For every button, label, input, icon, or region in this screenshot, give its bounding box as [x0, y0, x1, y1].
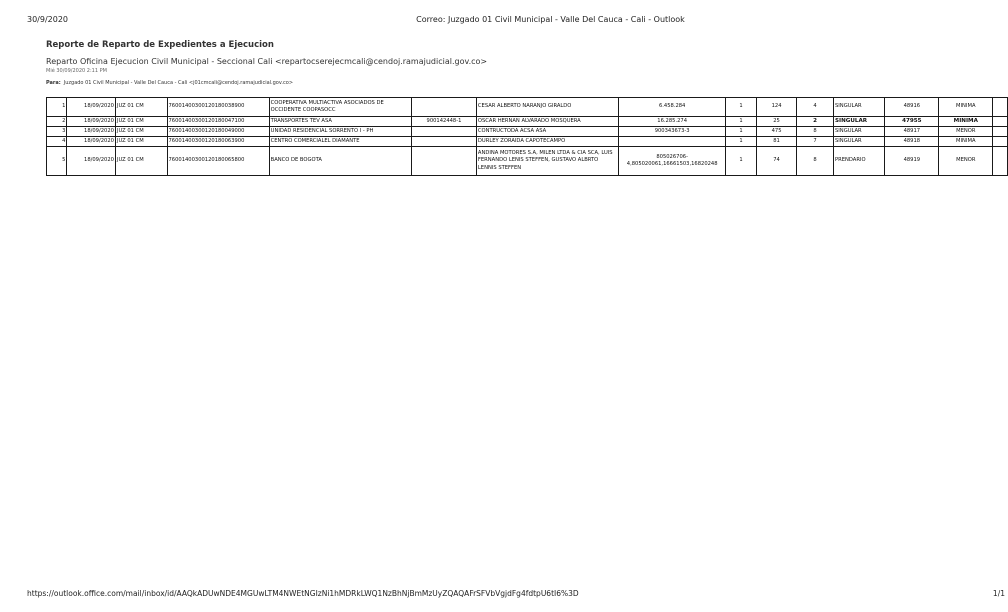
row-count-3: 2	[797, 117, 834, 127]
row-defendant-id: 6.458.284	[619, 98, 726, 117]
row-index: 4	[47, 137, 67, 147]
row-index: 5	[47, 147, 67, 176]
row-plaintiff-id	[412, 98, 477, 117]
email-sender: Reparto Oficina Ejecucion Civil Municipal - Seccional Cali <repartocserejecmcali@cendoj.ramajudicial.gov.co>	[46, 57, 488, 66]
table-row	[47, 147, 1008, 176]
row-plaintiff: TRANSPORTES TEV ASA	[269, 117, 411, 127]
row-count-1: 1	[725, 98, 756, 117]
row-count-1: 1	[725, 147, 756, 176]
row-plaintiff-id	[412, 127, 477, 137]
row-date: 18/09/2020	[67, 127, 115, 137]
table-row	[47, 117, 1008, 127]
row-date: 18/09/2020	[67, 117, 115, 127]
row-amount-class: MENOR	[939, 147, 993, 176]
row-court: JUZ 01 CM	[115, 147, 167, 176]
row-index: 3	[47, 127, 67, 137]
row-plaintiff: COOPERATIVA MULTIACTIVA ASOCIADOS DE OCCIDENTE COOPASOCC	[269, 98, 411, 117]
row-amount-class: MINIMA	[939, 137, 993, 147]
row-extra-cell	[993, 137, 1008, 147]
email-recipient	[46, 80, 293, 86]
row-process-type: PRENDARIO	[833, 147, 884, 176]
row-index: 2	[47, 117, 67, 127]
row-plaintiff-id: 900142448-1	[412, 117, 477, 127]
reparto-table-wrapper	[46, 97, 1008, 176]
row-index: 1	[47, 98, 67, 117]
print-title: Correo: Juzgado 01 Civil Municipal - Valle Del Cauca - Cali - Outlook	[416, 15, 685, 24]
row-amount-class: MENOR	[939, 127, 993, 137]
row-sequence-number: 48917	[885, 127, 939, 137]
row-count-2: 475	[757, 127, 797, 137]
row-plaintiff: CENTRO COMERCIALEL DIAMANTE	[269, 137, 411, 147]
row-count-3: 4	[797, 98, 834, 117]
print-header	[0, 15, 1008, 27]
row-amount-class: MINIMA	[939, 117, 993, 127]
row-count-1: 1	[725, 127, 756, 137]
row-count-1: 1	[725, 137, 756, 147]
row-court: JUZ 01 CM	[115, 117, 167, 127]
row-defendant-id: 16.285.274	[619, 117, 726, 127]
row-count-3: 8	[797, 127, 834, 137]
row-count-2: 81	[757, 137, 797, 147]
row-plaintiff: UNIDAD RESIDENCIAL SORRENTO I - PH	[269, 127, 411, 137]
row-sequence-number: 48916	[885, 98, 939, 117]
email-subject: Reporte de Reparto de Expedientes a Ejecucion	[46, 40, 274, 50]
row-plaintiff-id	[412, 147, 477, 176]
row-count-2: 74	[757, 147, 797, 176]
row-date: 18/09/2020	[67, 137, 115, 147]
row-case-number: 76001400300120180063900	[167, 137, 269, 147]
table-row	[47, 127, 1008, 137]
row-sequence-number: 48919	[885, 147, 939, 176]
row-defendant: ANDINA MOTORES S.A, MILEN LTDA & CIA SCA, LUIS FERNANDO LENIS STEFFEN, GUSTAVO ALBRTO LENNIS STEFFEN	[476, 147, 618, 176]
table-row	[47, 137, 1008, 147]
row-date: 18/09/2020	[67, 98, 115, 117]
row-extra-cell	[993, 147, 1008, 176]
row-court: JUZ 01 CM	[115, 127, 167, 137]
row-defendant-id	[619, 137, 726, 147]
row-count-3: 7	[797, 137, 834, 147]
row-extra-cell	[993, 117, 1008, 127]
row-plaintiff-id	[412, 137, 477, 147]
row-process-type: SINGULAR	[833, 137, 884, 147]
email-sent-date: Mié 30/09/2020 2:11 PM	[46, 68, 107, 74]
print-date: 30/9/2020	[27, 15, 69, 24]
row-court: JUZ 01 CM	[115, 98, 167, 117]
row-count-2: 25	[757, 117, 797, 127]
row-defendant: OSCAR HERNAN ALVARADO MOSQUERA	[476, 117, 618, 127]
row-date: 18/09/2020	[67, 147, 115, 176]
row-case-number: 76001400300120180038900	[167, 98, 269, 117]
row-count-3: 8	[797, 147, 834, 176]
row-process-type: SINGULAR	[833, 98, 884, 117]
row-process-type: SINGULAR	[833, 127, 884, 137]
table-row	[47, 98, 1008, 117]
row-defendant: CESAR ALBERTO NARANJO GIRALDO	[476, 98, 618, 117]
row-defendant: DURLEY ZORAIDA CAPOTECAMPO	[476, 137, 618, 147]
recipient-label: Para:	[46, 80, 61, 86]
row-case-number: 76001400300120180047100	[167, 117, 269, 127]
row-case-number: 76001400300120180065800	[167, 147, 269, 176]
row-count-1: 1	[725, 117, 756, 127]
row-sequence-number: 47955	[885, 117, 939, 127]
row-process-type: SINGULAR	[833, 117, 884, 127]
recipient-value: Juzgado 01 Civil Municipal - Valle Del Cauca - Cali <j01cmcali@cendoj.ramajudicial.gov.co>	[63, 80, 294, 86]
row-court: JUZ 01 CM	[115, 137, 167, 147]
footer-url: https://outlook.office.com/mail/inbox/id/AAQkADUwNDE4MGUwLTM4NWEtNGIzNi1hMDRkLWQ1NzBhNjBmMzUyZQAQAFrSFVbVgjdFg4fdtpU6tI6%3D	[27, 589, 579, 598]
footer-page-number: 1/1	[992, 589, 1005, 598]
reparto-table	[46, 97, 1008, 176]
row-extra-cell	[993, 98, 1008, 117]
row-sequence-number: 48918	[885, 137, 939, 147]
row-extra-cell	[993, 127, 1008, 137]
row-amount-class: MINIMA	[939, 98, 993, 117]
row-case-number: 76001400300120180049000	[167, 127, 269, 137]
row-count-2: 124	[757, 98, 797, 117]
row-defendant-id: 805026706-4,805020061,16661503,16820248	[619, 147, 726, 176]
row-defendant-id: 900343673-3	[619, 127, 726, 137]
row-plaintiff: BANCO DE BOGOTA	[269, 147, 411, 176]
row-defendant: CONTRUCTODA ACSA ASA	[476, 127, 618, 137]
